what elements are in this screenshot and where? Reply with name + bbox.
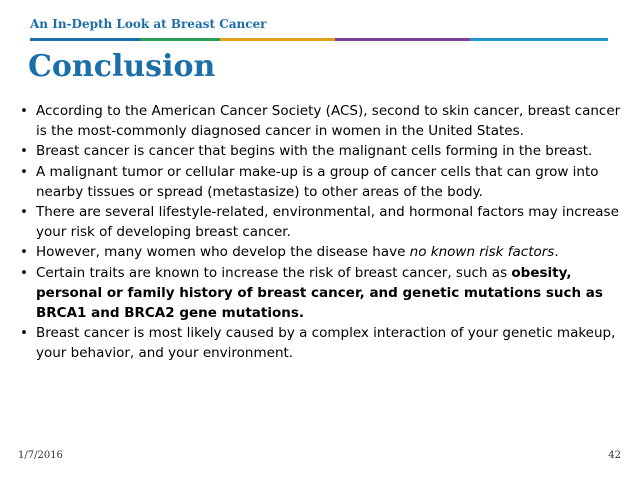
bullet-list	[18, 101, 628, 364]
header-rule-segment	[140, 38, 220, 41]
header-rule-segment	[220, 38, 335, 41]
bullet-text: Breast cancer is cancer that begins with the malignant cells forming in the breast.	[36, 143, 593, 160]
bullet-text: However, many women who develop the disease have	[36, 244, 410, 261]
bullet-text: no known risk factors	[409, 244, 555, 261]
bullet-text: According to the American Cancer Society (ACS), second to skin cancer, breast cancer is the most-commonly diagnosed cancer in women in the United States.	[36, 103, 621, 140]
header-rule-segment	[30, 38, 140, 41]
bullet-item	[18, 263, 628, 324]
header-rule-segment	[335, 38, 470, 41]
bullet-text: Certain traits are known to increase the risk of breast cancer, such as	[36, 264, 512, 281]
bullet-item	[18, 141, 628, 161]
footer-date: 1/7/2016	[18, 450, 63, 461]
slide-title: Conclusion	[28, 49, 216, 84]
bullet-text: A malignant tumor or cellular make-up is a group of cancer cells that can grow into nearby tissues or spread (metastasize) to other areas of the body.	[36, 163, 599, 200]
header-title: An In-Depth Look at Breast Cancer	[30, 17, 267, 31]
bullet-item	[18, 202, 628, 242]
bullet-item	[18, 242, 628, 262]
bullet-text: There are several lifestyle-related, environmental, and hormonal factors may increase your risk of developing breast cancer.	[36, 204, 619, 241]
bullet-item	[18, 101, 628, 141]
bullet-text: obesity, personal or family history of breast cancer, and genetic mutations such as BRCA1 and BRCA2 gene mutations.	[36, 264, 603, 322]
bullet-text: .	[554, 244, 559, 261]
bullet-text: Breast cancer is most likely caused by a complex interaction of your genetic makeup, your behavior, and your environment.	[36, 325, 616, 362]
header-rule-segment	[470, 38, 608, 41]
bullet-item	[18, 323, 628, 363]
footer-page-number: 42	[608, 450, 621, 461]
bullet-item	[18, 162, 628, 202]
